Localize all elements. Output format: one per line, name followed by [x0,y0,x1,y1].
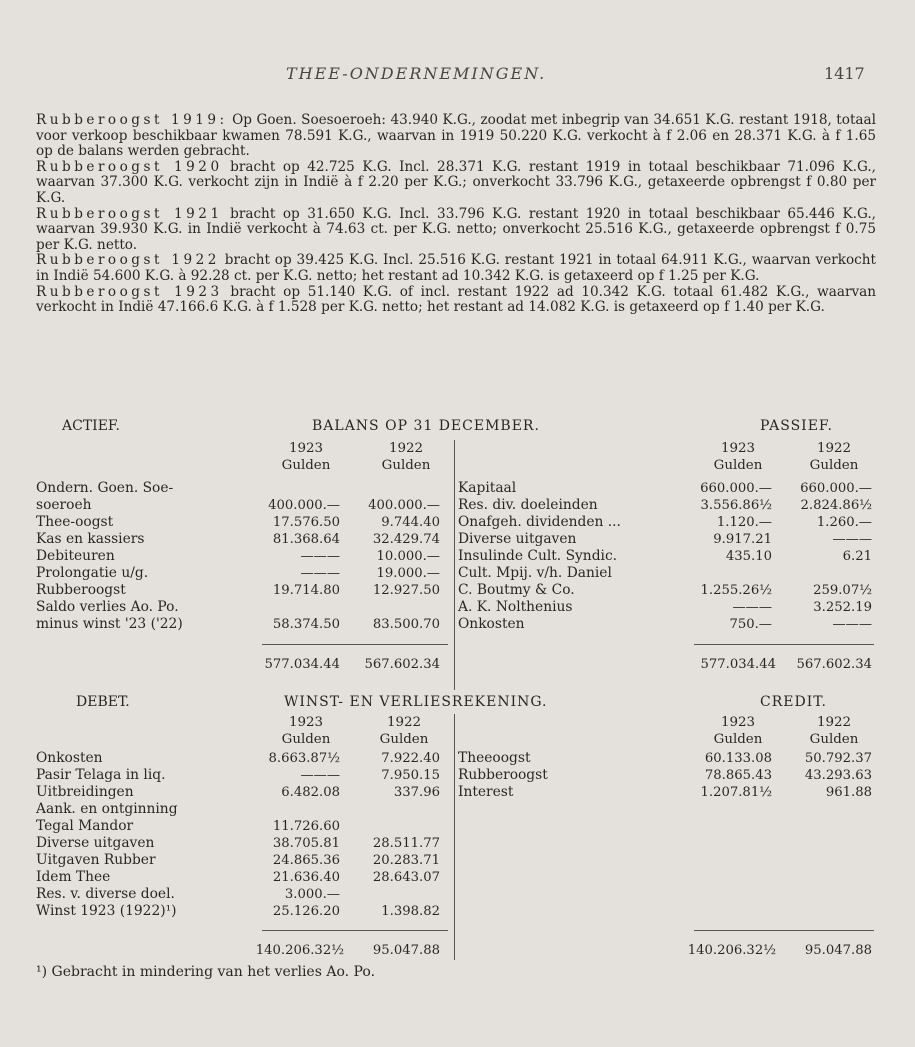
paragraph-1922: Rubberoogst 1922 bracht op 39.425 K.G. Incl. 25.516 K.G. restant 1921 in totaal 64.911 K.G., waarvan verkocht in Indië 54.600 K.G. à 92.28 ct. per K.G. netto; het restant ad 10.342 K.G. is getaxeerd op f 1.25 per K.G. [36,252,876,284]
value-1922: 12.927.50 [372,583,440,598]
balance-title: BALANS OP 31 DECEMBER. [312,418,540,434]
passief-total-1923: 577.034.44 [700,657,776,672]
value-1923: 3.000.— [284,887,340,902]
value-1922: 6.21 [842,549,872,564]
row-label: Diverse uitgaven [36,835,155,851]
row-label: Uitgaven Rubber [36,852,156,868]
value-1922: 259.07½ [813,583,872,598]
row-label: Res. div. doeleinden [458,497,598,513]
value-1923: 24.865.36 [272,853,340,868]
passief-heading: PASSIEF. [760,418,833,434]
page-header-title: THEE-ONDERNEMINGEN. [286,64,547,83]
actief-total-1923: 577.034.44 [264,657,340,672]
row-label: Thee-oogst [36,514,114,530]
value-1922: 337.96 [393,785,440,800]
value-1922: 43.293.63 [804,768,872,783]
row-label: Onkosten [36,750,103,766]
value-1923: ——— [300,549,340,564]
value-1923: 400.000.— [268,498,340,513]
row-label: Uitbreidingen [36,784,134,800]
footnote: ¹) Gebracht in mindering van het verlies Ao. Po. [36,964,376,980]
value-1922: 28.643.07 [372,870,440,885]
value-1922: 2.824.86½ [800,498,872,513]
col-head-1922-right: 1922 Gulden [809,715,859,747]
row-label: Ondern. Goen. Soe- [36,480,174,496]
value-1922: 20.283.71 [372,853,440,868]
credit-total-rule [694,930,874,931]
value-1922: 50.792.37 [804,751,872,766]
row-label: Onafgeh. dividenden ... [458,514,621,530]
value-1922: 7.950.15 [381,768,440,783]
value-1923: 78.865.43 [704,768,772,783]
profit-loss-account [0,694,915,964]
row-label: C. Boutmy & Co. [458,582,575,598]
value-1923: 81.368.64 [272,532,340,547]
row-label: minus winst '23 ('22) [36,616,183,632]
col-head-1922: 1922 Gulden [381,441,431,473]
col-head-1923: 1923 Gulden [281,715,331,747]
row-label: Idem Thee [36,869,111,885]
col-head-1922-right: 1922 Gulden [809,441,859,473]
row-label: Insulinde Cult. Syndic. [458,548,618,564]
row-label: Cult. Mpij. v/h. Daniel [458,565,612,581]
actief-heading: ACTIEF. [62,418,120,434]
col-head-1923-right: 1923 Gulden [713,441,763,473]
value-1922: 9.744.40 [381,515,440,530]
row-label: A. K. Nolthenius [458,599,573,615]
credit-heading: CREDIT. [760,694,827,710]
row-label: Res. v. diverse doel. [36,886,175,902]
value-1923: 11.726.60 [272,819,340,834]
row-label: Diverse uitgaven [458,531,577,547]
debet-heading: DEBET. [76,694,130,710]
value-1922: 28.511.77 [372,836,440,851]
value-1922: 19.000.— [376,566,440,581]
row-label: Kapitaal [458,480,517,496]
value-1922: 32.429.74 [372,532,440,547]
row-label: Winst 1923 (1922)¹) [36,903,177,919]
winst-title: WINST- EN VERLIESREKENING. [284,694,548,710]
value-1923: 25.126.20 [272,904,340,919]
actief-total-1922: 567.602.34 [364,657,440,672]
row-label: Saldo verlies Ao. Po. [36,599,179,615]
row-label: Theeoogst [458,750,531,766]
value-1923: 17.576.50 [272,515,340,530]
row-label: Rubberoogst [36,582,126,598]
value-1923: 660.000.— [700,481,772,496]
value-1922: 3.252.19 [813,600,872,615]
value-1922: 7.922.40 [381,751,440,766]
col-head-1923: 1923 Gulden [281,441,331,473]
value-1923: 1.207.81½ [700,785,772,800]
row-label: Interest [458,784,514,800]
credit-total-1922: 95.047.88 [804,943,872,958]
credit-total-1923: 140.206.32½ [687,943,776,958]
value-1923: 38.705.81 [272,836,340,851]
actief-total-rule [262,644,448,645]
value-1923: ——— [732,600,772,615]
debet-total-1922: 95.047.88 [372,943,440,958]
value-1923: 1.120.— [716,515,772,530]
value-1923: ——— [300,566,340,581]
value-1922: 83.500.70 [372,617,440,632]
value-1923: ——— [300,768,340,783]
row-label: Debiteuren [36,548,115,564]
paragraph-1920: Rubberoogst 1920 bracht op 42.725 K.G. Incl. 28.371 K.G. restant 1919 in totaal beschikbaar 71.096 K.G., waarvan 37.300 K.G. verkocht zijn in Indië à f 2.20 per K.G.; onverkocht 33.796 K.G., getaxeerde opbrengst f 0.80 per K.G. [36,158,876,206]
value-1922: ——— [832,617,872,632]
value-1923: 58.374.50 [272,617,340,632]
value-1923: 60.133.08 [704,751,772,766]
paragraph-1923: Rubberoogst 1923 bracht op 51.140 K.G. of incl. restant 1922 ad 10.342 K.G. totaal 61.482 K.G., waarvan verkocht in Indië 47.166.6 K.G. à f 1.528 per K.G. netto; het restant ad 14.082 K.G. is getaxeerd op f 1.40 per K.G. [36,283,876,316]
row-label: Rubberoogst [458,767,548,783]
value-1922: 400.000.— [368,498,440,513]
debet-total-1923: 140.206.32½ [255,943,344,958]
row-label: Tegal Mandor [36,818,134,834]
row-label: Aank. en ontginning [36,801,178,817]
paragraph-1919: Rubberoogst 1919: Op Goen. Soesoeroeh: 43.940 K.G., zoodat met inbegrip van 34.651 K.G. restant 1918, totaal voor verkoop beschikbaar kwamen 78.591 K.G., waarvan in 1919 50.220 K.G. verkocht à f 2.06 en 28.371 K.G. à f 1.65 op de balans werden gebracht. [36,112,876,160]
row-label: Onkosten [458,616,525,632]
winst-divider [454,714,455,960]
value-1922: 1.260.— [816,515,872,530]
passief-total-1922: 567.602.34 [796,657,872,672]
value-1923: 750.— [729,617,772,632]
value-1922: ——— [832,532,872,547]
row-label: Pasir Telaga in liq. [36,767,166,783]
value-1923: 6.482.08 [281,785,340,800]
paragraph-1921: Rubberoogst 1921 bracht op 31.650 K.G. Incl. 33.796 K.G. restant 1920 in totaal beschikbaar 65.446 K.G., waarvan 39.930 K.G. in Indië verkocht à 74.63 ct. per K.G. netto; onverkocht 25.516 K.G., getaxeerde opbrengst f 0.75 per K.G. netto. [36,205,876,253]
value-1923: 3.556.86½ [700,498,772,513]
intro-text [36,113,876,316]
value-1922: 961.88 [825,785,872,800]
page-number: 1417 [824,64,865,83]
passief-total-rule [694,644,874,645]
value-1923: 21.636.40 [272,870,340,885]
value-1922: 660.000.— [800,481,872,496]
row-label: Kas en kassiers [36,531,145,547]
value-1923: 19.714.80 [272,583,340,598]
col-head-1922: 1922 Gulden [379,715,429,747]
balance-divider [454,440,455,690]
row-label: soeroeh [36,497,92,513]
value-1923: 435.10 [725,549,772,564]
row-label: Prolongatie u/g. [36,565,149,581]
balance-sheet [0,418,915,678]
col-head-1923-right: 1923 Gulden [713,715,763,747]
value-1923: 8.663.87½ [268,751,340,766]
value-1922: 10.000.— [376,549,440,564]
value-1923: 9.917.21 [713,532,772,547]
debet-total-rule [262,930,448,931]
value-1923: 1.255.26½ [700,583,772,598]
value-1922: 1.398.82 [381,904,440,919]
